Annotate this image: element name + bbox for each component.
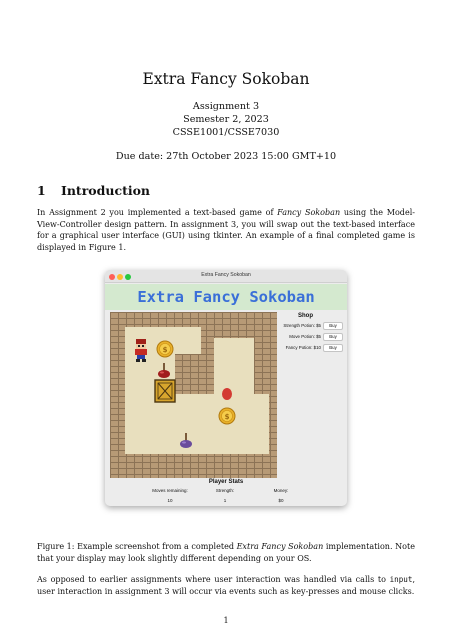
board-entities [110,312,277,478]
shop-item-label: Fancy Potion: $10 [285,345,321,350]
goal-icon [222,388,232,400]
window-titlebar [105,270,347,283]
shop-row-move [275,333,345,342]
buy-move-potion-button[interactable]: Buy [323,333,343,341]
move-potion-icon [180,433,192,448]
assignment-label: Assignment 3 [192,101,260,112]
inline-code-input: input [389,575,413,584]
figure-caption: Figure 1: Example screenshot from a completed Extra Fancy Sokoban implementation. Note that your display may look slightly different depending on your OS. [37,542,415,563]
crate-icon [155,380,175,402]
coin-icon [219,408,235,424]
game-board [110,312,277,478]
strength-value: 1 [223,498,227,503]
strength-potion-icon [158,363,170,378]
shop-row-strength [275,322,345,331]
buy-fancy-potion-button[interactable]: Buy [323,344,343,352]
game-window-screenshot [105,270,347,506]
money-value: $0 [278,498,284,503]
course-code: CSSE1001/CSSE7030 [172,127,280,138]
document-title: Extra Fancy Sokoban [142,70,310,88]
window-title: Extra Fancy Sokoban [201,272,251,278]
section-title: Introduction [61,183,151,198]
moves-remaining-label: Moves remaining: [152,488,188,493]
shop-title: Shop [298,313,313,319]
shop-item-label: Move Potion: $5 [289,334,321,339]
section-heading [37,183,150,198]
shop-row-fancy [275,344,345,353]
money-label: Money: [273,488,289,493]
emphasis-extra-fancy-sokoban: Extra Fancy Sokoban [236,542,324,551]
shop-item-label: Strength Potion: $5 [283,323,321,328]
interaction-paragraph: As opposed to earlier assignments where user interaction was handled via calls to input, user interaction in assignment 3 will occur via events such as key-presses and mouse clicks. [37,575,415,596]
player-stats-title: Player Stats [208,479,244,485]
game-banner: Extra Fancy Sokoban [105,284,347,310]
strength-label: Strength: [215,488,235,493]
player-icon [135,339,147,362]
coin-icon [157,341,173,357]
due-date: Due date: 27th October 2023 15:00 GMT+10 [115,151,337,162]
buy-strength-potion-button[interactable]: Buy [323,322,343,330]
coin-symbol: $ [162,346,168,354]
moves-remaining-value: 10 [167,498,173,503]
page-number: 1 [223,616,229,625]
intro-paragraph: In Assignment 2 you implemented a text-based game of Fancy Sokoban using the Model-View-Controller design pattern. In assignment 3, you will swap out the text-based interface for a graphical user interface (GUI) using tkinter. An example of a final completed game is displayed in Figure 1. [37,208,415,252]
semester-label: Semester 2, 2023 [183,114,269,125]
section-number: 1 [37,183,46,198]
coin-symbol: $ [224,413,230,421]
emphasis-fancy-sokoban: Fancy Sokoban [277,208,341,217]
